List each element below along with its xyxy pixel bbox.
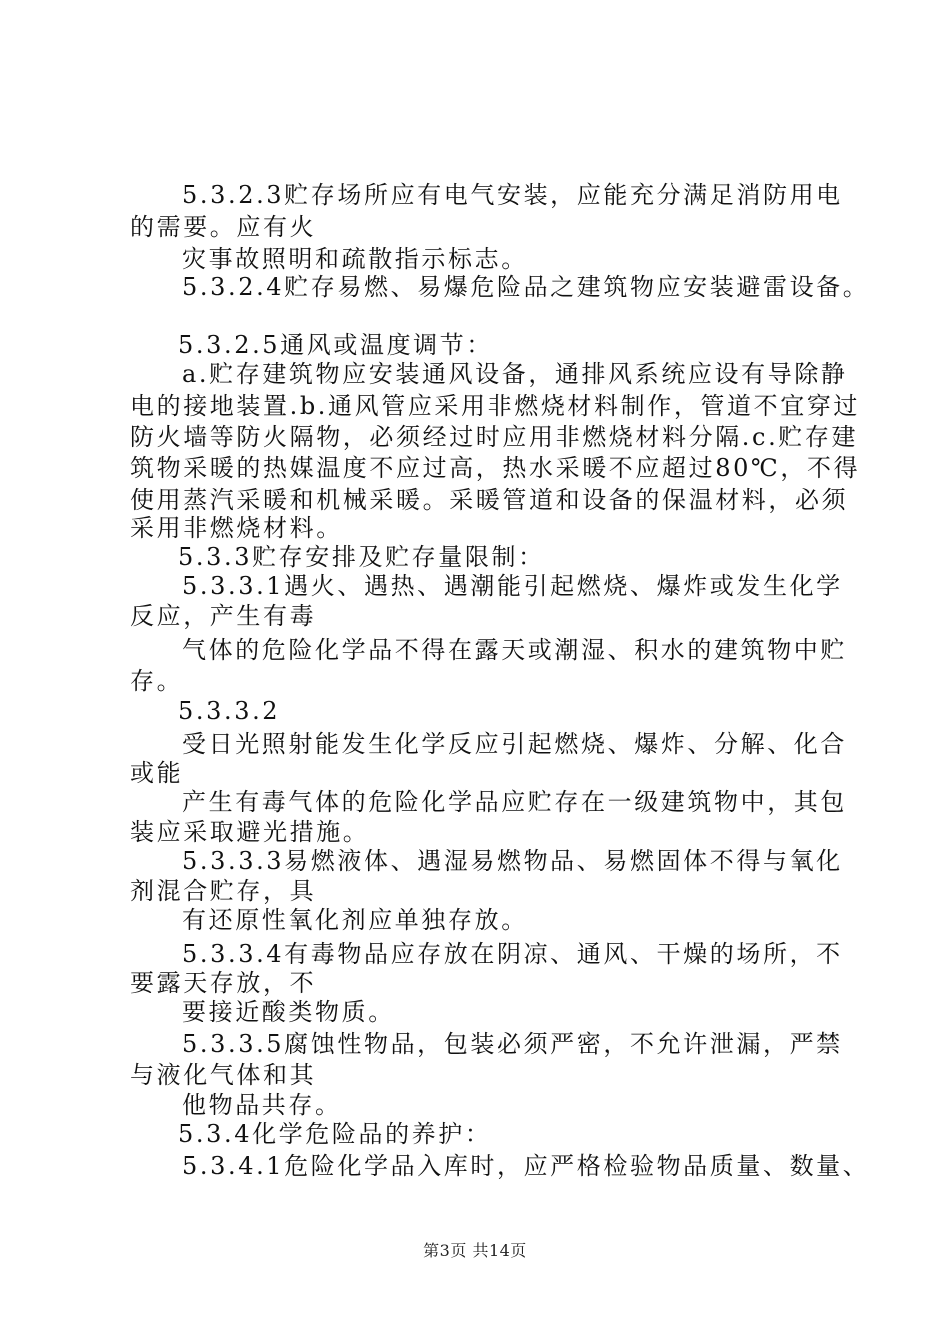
text-line: 筑物采暖的热媒温度不应过高，热水采暖不应超过80℃，不得 [130, 454, 861, 482]
text-line: 与液化气体和其 [130, 1061, 317, 1089]
text-line: 灾事故照明和疏散指示标志。 [182, 245, 528, 273]
text-line: 要露天存放，不 [130, 969, 317, 997]
text-line: 5.3.4.1危险化学品入库时，应严格检验物品质量、数量、 [182, 1152, 870, 1180]
text-line: 5.3.3.3易燃液体、遇湿易燃物品、易燃固体不得与氧化 [182, 847, 843, 875]
text-line: 5.3.2.3贮存场所应有电气安装，应能充分满足消防用电 [182, 181, 843, 209]
text-line: 或能 [130, 759, 184, 787]
text-line: 他物品共存。 [182, 1091, 342, 1119]
text-line: 5.3.3.4有毒物品应存放在阴凉、通风、干燥的场所，不 [182, 940, 843, 968]
text-line: 5.3.2.5通风或温度调节： [178, 331, 493, 359]
text-line: 要接近酸类物质。 [182, 998, 395, 1026]
text-line: 产生有毒气体的危险化学品应贮存在一级建筑物中，其包 [182, 788, 847, 816]
text-line: 电的接地装置.b.通风管应采用非燃烧材料制作，管道不宜穿过 [130, 392, 861, 420]
text-line: 存。 [130, 667, 184, 695]
text-line: 的需要。应有火 [130, 213, 317, 241]
text-line: 5.3.3贮存安排及贮存量限制： [178, 543, 545, 571]
text-line: 采用非燃烧材料。 [130, 514, 343, 542]
text-line: 有还原性氧化剂应单独存放。 [182, 906, 528, 934]
text-line: 气体的危险化学品不得在露天或潮湿、积水的建筑物中贮 [182, 636, 847, 664]
text-line: 反应，产生有毒 [130, 602, 317, 630]
text-line: 5.3.3.2 [178, 697, 281, 725]
text-line: 使用蒸汽采暖和机械采暖。采暖管道和设备的保温材料，必须 [130, 486, 849, 514]
text-line: 5.3.3.5腐蚀性物品，包装必须严密，不允许泄漏，严禁 [182, 1030, 843, 1058]
text-line: 受日光照射能发生化学反应引起燃烧、爆炸、分解、化合 [182, 730, 847, 758]
text-line: 装应采取避光措施。 [130, 818, 370, 846]
text-line: 5.3.2.4贮存易燃、易爆危险品之建筑物应安装避雷设备。 [182, 273, 870, 301]
text-line: 剂混合贮存，具 [130, 877, 317, 905]
text-line: 5.3.3.1遇火、遇热、遇潮能引起燃烧、爆炸或发生化学 [182, 572, 843, 600]
text-line: a.贮存建筑物应安装通风设备，通排风系统应设有导除静 [182, 360, 848, 388]
page-number-footer: 第3页 共14页 [423, 1241, 527, 1260]
text-line: 5.3.4化学危险品的养护： [178, 1120, 492, 1148]
text-line: 防火墙等防火隔物，必须经过时应用非燃烧材料分隔.c.贮存建 [130, 423, 859, 451]
